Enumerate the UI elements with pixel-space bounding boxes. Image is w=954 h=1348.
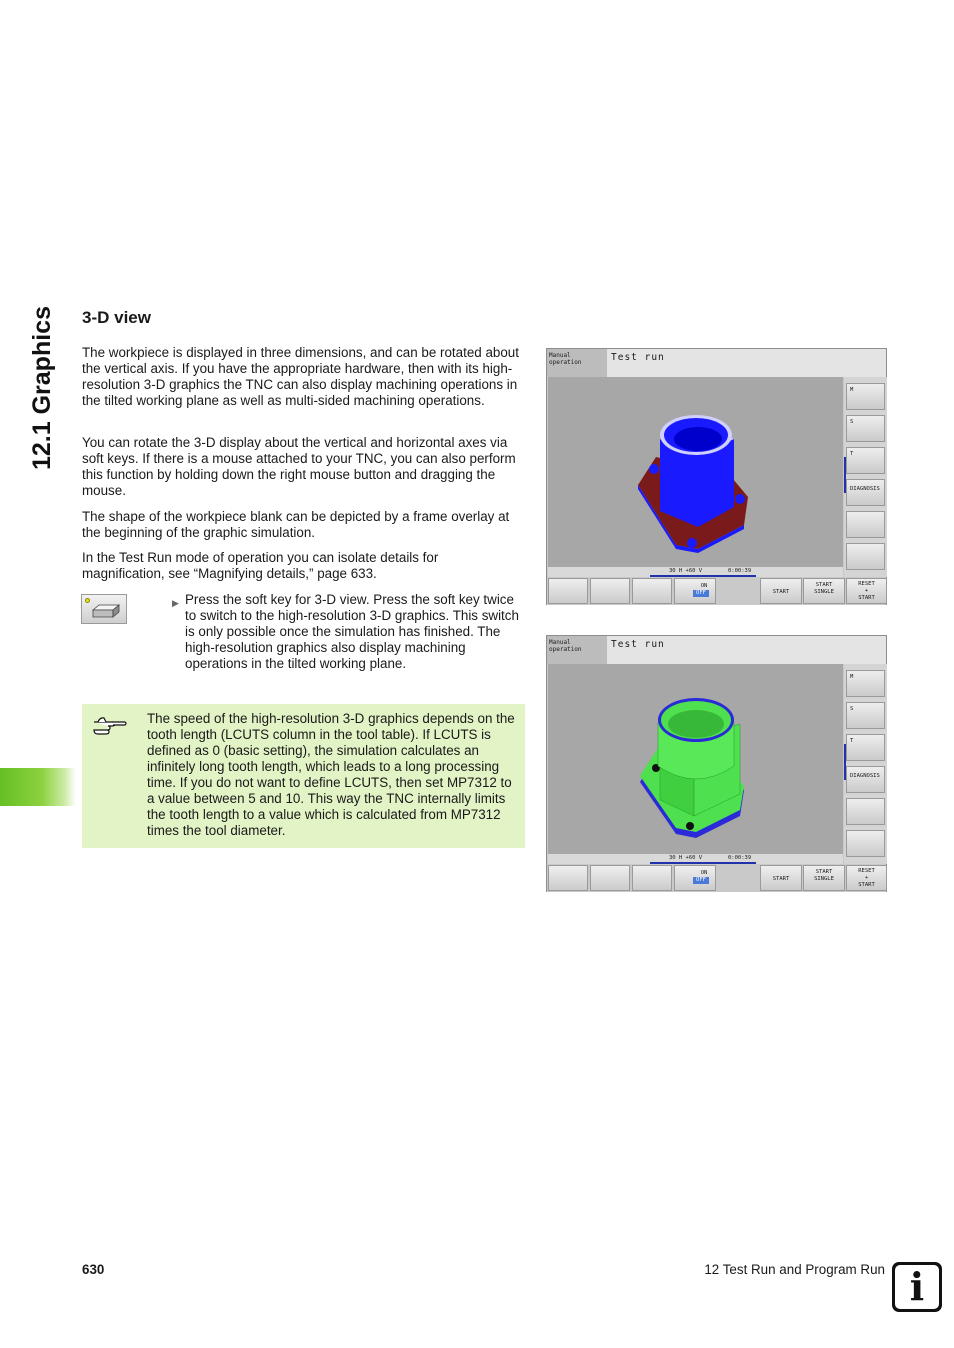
- graphics-view: [548, 377, 843, 567]
- softkey-label: T: [850, 451, 854, 457]
- softkey-s[interactable]: [846, 415, 885, 442]
- softkey-m[interactable]: [846, 670, 885, 697]
- softkey-reset-start[interactable]: [846, 865, 887, 891]
- start-single-label: START: [815, 869, 833, 875]
- run-time: 0:00:39: [728, 855, 752, 861]
- softkey-start[interactable]: [760, 578, 802, 604]
- chapter-footer: 12 Test Run and Program Run: [704, 1262, 885, 1277]
- softkey-label: M: [850, 674, 854, 680]
- softkey-label: T: [850, 738, 854, 744]
- softkey-empty[interactable]: [846, 830, 885, 857]
- reset-label: +: [864, 588, 869, 594]
- softkey-label: M: [850, 387, 854, 393]
- mode-label: [547, 349, 607, 377]
- mode-label-line: operation: [549, 359, 582, 366]
- softkey-3d-view[interactable]: [632, 865, 672, 891]
- off-label: OFF: [693, 590, 709, 597]
- run-time: 0:00:39: [728, 568, 752, 574]
- softkey-label: DIAGNOSIS: [850, 486, 880, 492]
- off-label: OFF: [693, 877, 709, 884]
- softkey-reset-start[interactable]: [846, 578, 887, 604]
- workpiece-3d-render: [548, 377, 843, 567]
- right-softkey-column: [844, 377, 887, 577]
- tnc-screenshot: [546, 635, 887, 892]
- chapter-color-tab: [0, 768, 76, 806]
- reset-label: RESET: [858, 868, 875, 874]
- mode-label-line: Manual: [549, 352, 571, 359]
- softkey-diagnosis[interactable]: [846, 479, 885, 506]
- softkey-3-planes[interactable]: [590, 865, 630, 891]
- reset-label: RESET: [858, 581, 875, 587]
- view-angles: 30 H +60 V: [669, 568, 703, 574]
- page-number: 630: [82, 1262, 105, 1277]
- bottom-softkey-row: [547, 577, 886, 605]
- info-icon: [892, 1262, 942, 1312]
- start-single-label: SINGLE: [814, 589, 834, 595]
- softkey-3d-view[interactable]: [632, 578, 672, 604]
- softkey-plan-view[interactable]: [548, 865, 588, 891]
- softkey-t[interactable]: [846, 447, 885, 474]
- status-line: [548, 567, 843, 577]
- mount-hole: [687, 538, 697, 548]
- mode-header: Test run: [607, 349, 886, 377]
- info-icon-inner: [895, 1265, 939, 1309]
- softkey-on-off[interactable]: [674, 578, 716, 604]
- graphics-view: [548, 664, 843, 854]
- side-chapter-title: 12.1 Graphics: [28, 306, 56, 470]
- start-label: START: [772, 876, 790, 882]
- start-single-label: START: [815, 582, 833, 588]
- softkey-label: S: [850, 419, 854, 425]
- softkey-start-single[interactable]: [803, 865, 845, 891]
- mode-label-line: Manual: [549, 639, 571, 646]
- mode-label-line: operation: [549, 646, 582, 653]
- workpiece-block-icon: [92, 604, 120, 618]
- softkey-3-planes[interactable]: [590, 578, 630, 604]
- instruction-step: [172, 592, 524, 672]
- paragraph: The workpiece is displayed in three dimensions, and can be rotated about the vertical axis. If you have the appropriate hardware, then with its high-resolution 3-D graphics the TNC can also display machining operations in the tilted working plane as well as multi-sided machining operations.: [82, 345, 519, 408]
- softkey-empty[interactable]: [846, 798, 885, 825]
- indicator-dot-icon: [85, 598, 90, 603]
- note-text: The speed of the high-resolution 3-D graphics depends on the tooth length (LCUTS column in the tool table). If LCUTS is defined as 0 (basic setting), the simulation calculates an infinitely long tooth length, which leads to a long processing time. If you do not want to define LCUTS, then set MP7312 to a value between 5 and 10. This way the TNC internally limits the tooth length to a value which is calculated from MP7312 times the tool diameter.: [147, 711, 515, 838]
- step-arrow-icon: ▶: [172, 598, 179, 608]
- paragraph: You can rotate the 3-D display about the vertical and horizontal axes via soft keys. If there is a mouse attached to your TNC, you can also perform this function by holding down the right mouse button and dragging the mouse.: [82, 435, 516, 498]
- softkey-label: DIAGNOSIS: [850, 773, 880, 779]
- softkey-t[interactable]: [846, 734, 885, 761]
- softkey-on-off[interactable]: [674, 865, 716, 891]
- softkey-empty[interactable]: [846, 543, 885, 570]
- step-text: Press the soft key for 3-D view. Press the soft key twice to switch to the high-resolution 3-D graphics. This switch is only possible once the simulation has finished. The high-resolution graphics also display machining operations in the tilted working plane.: [185, 592, 519, 671]
- status-line: [548, 854, 843, 864]
- workpiece-3d-render: [548, 664, 843, 854]
- mount-hole: [686, 822, 694, 830]
- paragraph: The shape of the workpiece blank can be depicted by a frame overlay at the beginning of the graphic simulation.: [82, 509, 510, 540]
- pointing-hand-icon: [92, 714, 128, 736]
- mode-label: [547, 636, 607, 664]
- softkey-start[interactable]: [760, 865, 802, 891]
- softkey-plan-view[interactable]: [548, 578, 588, 604]
- tnc-screenshot: [546, 348, 887, 605]
- mount-hole: [735, 494, 745, 504]
- softkey-label: S: [850, 706, 854, 712]
- reset-label: START: [858, 595, 875, 601]
- softkey-s[interactable]: [846, 702, 885, 729]
- view-angles: 30 H +60 V: [669, 855, 703, 861]
- on-label: ON: [700, 870, 708, 876]
- softkey-m[interactable]: [846, 383, 885, 410]
- reset-label: +: [864, 875, 869, 881]
- mode-header: Test run: [607, 636, 886, 664]
- paragraph: In the Test Run mode of operation you can isolate details for magnification, see “Magnifying details,” page 633.: [82, 550, 439, 581]
- tube-inner: [668, 710, 724, 738]
- mount-hole: [649, 464, 659, 474]
- softkey-empty[interactable]: [846, 511, 885, 538]
- tube-inner: [674, 427, 722, 451]
- note-box: [82, 704, 525, 848]
- info-glyph: i: [909, 1264, 925, 1309]
- softkey-start-single[interactable]: [803, 578, 845, 604]
- start-label: START: [772, 589, 790, 595]
- section-heading: 3-D view: [82, 308, 151, 327]
- bottom-softkey-row: [547, 864, 886, 892]
- reset-label: START: [858, 882, 875, 888]
- start-single-label: SINGLE: [814, 876, 834, 882]
- softkey-diagnosis[interactable]: [846, 766, 885, 793]
- right-softkey-column: [844, 664, 887, 864]
- 3d-view-softkey-icon: [81, 594, 127, 624]
- on-label: ON: [700, 583, 708, 589]
